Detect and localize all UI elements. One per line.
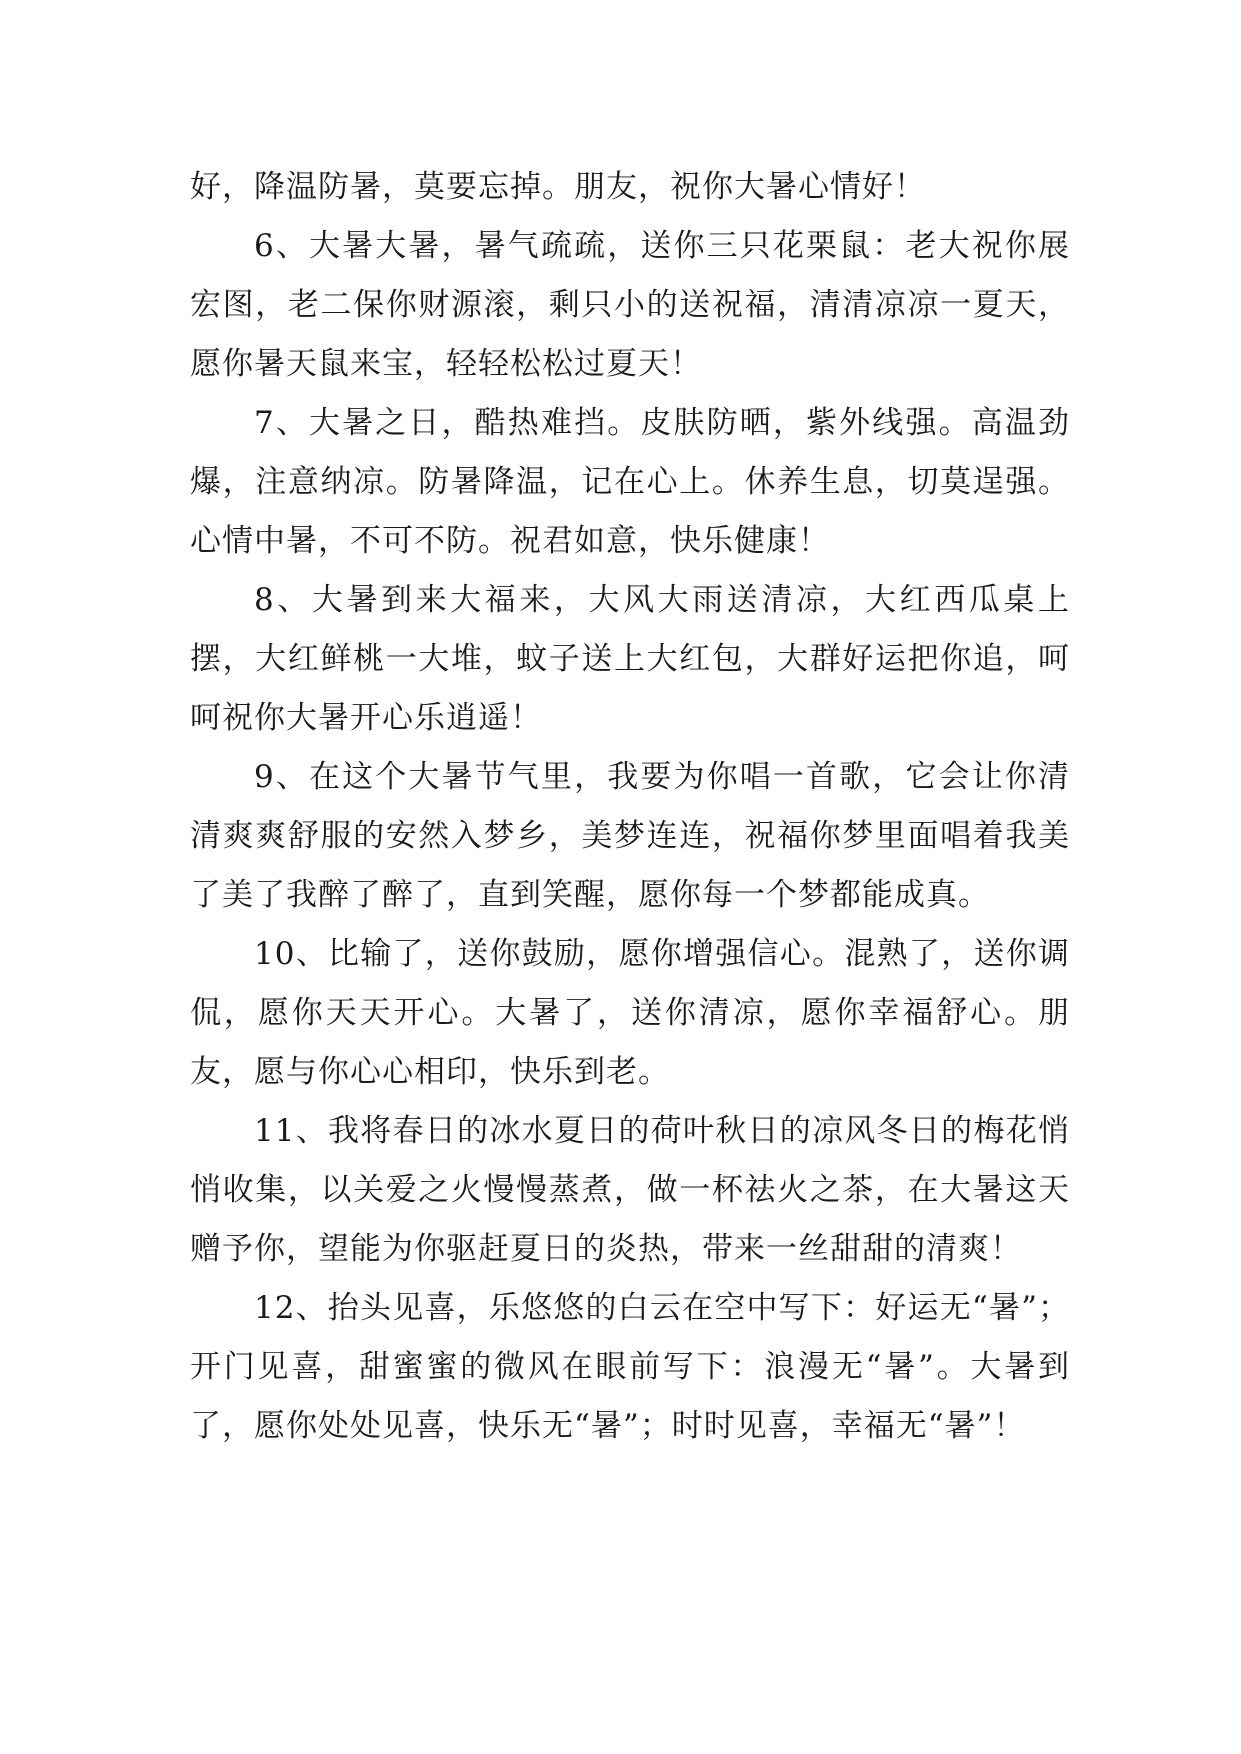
paragraph-10: 10、比输了，送你鼓励，愿你增强信心。混熟了，送你调侃，愿你天天开心。大暑了，送你清凉，愿你幸福舒心。朋友，愿与你心心相印，快乐到老。 [190, 936, 1070, 1090]
paragraph-9: 9、在这个大暑节气里，我要为你唱一首歌，它会让你清清爽爽舒服的安然入梦乡，美梦连连，祝福你梦里面唱着我美了美了我醉了醉了，直到笑醒，愿你每一个梦都能成真。 [190, 759, 1070, 913]
paragraph-continuation: 好，降温防暑，莫要忘掉。朋友，祝你大暑心情好！ [190, 169, 926, 205]
paragraph-11: 11、我将春日的冰水夏日的荷叶秋日的凉风冬日的梅花悄悄收集，以关爱之火慢慢蒸煮，做一杯祛火之茶，在大暑这天赠予你，望能为你驱赶夏日的炎热，带来一丝甜甜的清爽！ [190, 1113, 1070, 1267]
document-body [190, 158, 1070, 1456]
paragraph-12: 12、抬头见喜，乐悠悠的白云在空中写下：好运无“暑”；开门见喜，甜蜜蜜的微风在眼前写下：浪漫无“暑”。大暑到了，愿你处处见喜，快乐无“暑”；时时见喜，幸福无“暑”！ [190, 1290, 1070, 1444]
paragraph-8: 8、大暑到来大福来，大风大雨送清凉，大红西瓜桌上摆，大红鲜桃一大堆，蚊子送上大红包，大群好运把你追，呵呵祝你大暑开心乐逍遥！ [190, 582, 1070, 736]
paragraph-7: 7、大暑之日，酷热难挡。皮肤防晒，紫外线强。高温劲爆，注意纳凉。防暑降温，记在心上。休养生息，切莫逞强。心情中暑，不可不防。祝君如意，快乐健康！ [190, 405, 1070, 559]
paragraph-6: 6、大暑大暑，暑气疏疏，送你三只花栗鼠：老大祝你展宏图，老二保你财源滚，剩只小的送祝福，清清凉凉一夏天，愿你暑天鼠来宝，轻轻松松过夏天！ [190, 228, 1070, 382]
